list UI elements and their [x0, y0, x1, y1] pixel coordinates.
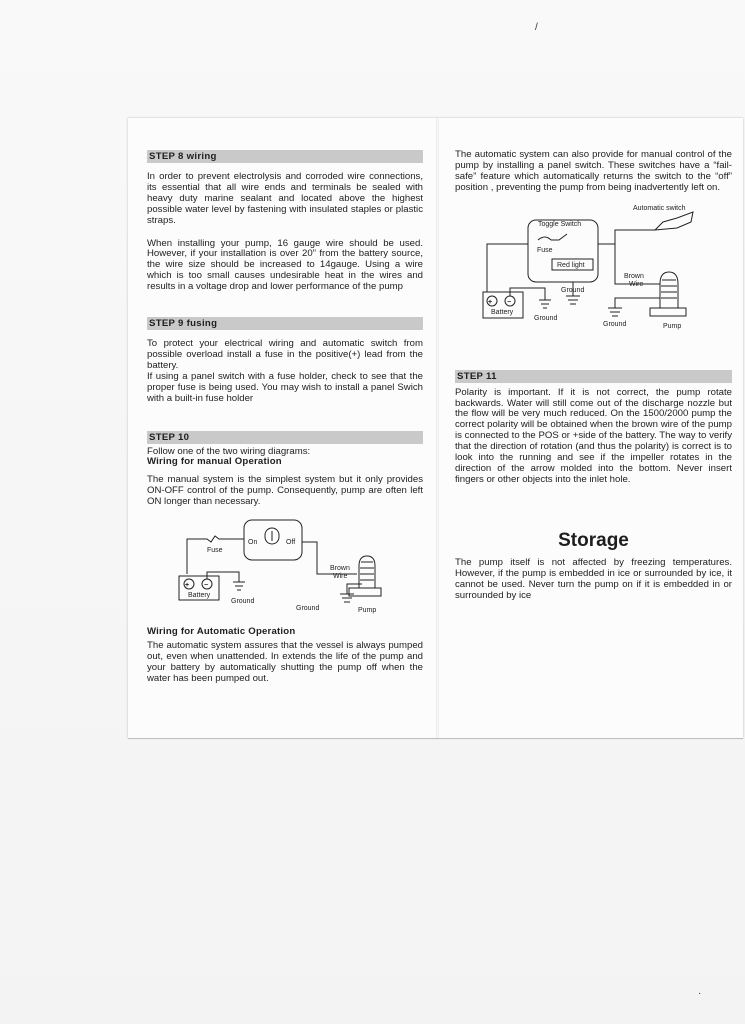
auto-wire-label: Wire	[629, 280, 644, 288]
storage-paragraph: The pump itself is not affected by freezing temperatures. However, if the pump is embedded in ice or surrounded by ice, it cannot be used. Never turn the pump on if it is embedded in or surrounded by ice	[455, 556, 732, 601]
manual-off-label: Off	[286, 539, 296, 547]
manual-fuse-label: Fuse	[207, 547, 223, 555]
manual-ground-label-1: Ground	[231, 598, 255, 606]
step8-heading: STEP 8 wiring	[147, 150, 423, 163]
step10-intro: Follow one of the two wiring diagrams:	[147, 445, 311, 457]
auto-ground-label-2: Ground	[534, 314, 558, 322]
automatic-operation-paragraph: The automatic system assures that the vessel is always pumped out, even when unattended. In extends the life of the pump and your battery by automatically shutting the pump off when the water has been pumped out.	[147, 639, 423, 684]
red-light-label: Red light	[557, 261, 585, 269]
auto-switch-label: Automatic switch	[633, 204, 686, 212]
auto-battery-label: Battery	[491, 308, 514, 316]
manual-wire-label: Wire	[333, 573, 348, 581]
step9-heading: STEP 9 fusing	[147, 317, 423, 330]
auto-ground-label-1: Ground	[561, 286, 585, 294]
storage-title: Storage	[558, 529, 629, 551]
automatic-wiring-diagram	[455, 200, 732, 332]
scan-mark-top: /	[535, 22, 538, 33]
manual-on-label: On	[248, 539, 258, 547]
pump-shape	[359, 556, 375, 588]
manual-pump-label: Pump	[358, 607, 377, 615]
page-fold	[436, 118, 439, 738]
manual-operation-paragraph: The manual system is the simplest system but it only provides ON-OFF control of the pump. Consequently, pump are often left ON longer than necessary.	[147, 474, 423, 508]
auto-ground-label-3: Ground	[603, 320, 627, 328]
pump-shape	[660, 272, 678, 308]
step9-paragraph-1: To protect your electrical wiring and automatic switch from possible overload install a fuse in the positive(+) lead from the battery.	[147, 338, 423, 371]
auto-minus-sign: −	[507, 298, 512, 306]
auto-pump-label: Pump	[663, 322, 682, 330]
manual-plus-sign: +	[185, 582, 190, 590]
toggle-switch-label: Toggle Switch	[538, 220, 582, 228]
step9-paragraph-2: If using a panel switch with a fuse holder, check to see that the proper fuse is being used. You may wish to install a panel Swich with a built-in fuse holder	[147, 370, 423, 404]
scan-mark-bottom: ·	[698, 988, 702, 999]
auto-brown-label: Brown	[624, 272, 644, 280]
right-column	[455, 150, 732, 601]
manual-brown-label: Brown	[330, 565, 350, 573]
manual-minus-sign: −	[204, 582, 209, 590]
automatic-operation-subheading: Wiring for Automatic Operation	[147, 626, 296, 638]
manual-operation-subheading: Wiring for manual Operation	[147, 456, 282, 468]
pump-ground-wire	[615, 298, 660, 308]
step11-paragraph: Polarity is important. If it is not correct, the pump rotate backwards. Water will still come out of the discharge nozzle but the flow will be very much reduced. On the 1500/2000 pump the correct polarity will be obtained when the brown wire of the pump is connected to the POS or +side of the battery. The way to verify that the direction of rotation (and thus the polarity) is correct is to look into the running and see if the impeller rotates in the direction of the arrow molded into the bottom. Never insert fingers or other objects into the inlet hole.	[455, 386, 732, 485]
automatic-switch-shape	[655, 212, 693, 230]
panel-switch-paragraph: The automatic system can also provide for manual control of the pump by installing a panel switch. These switches have a “fail-safe” feature which automatically returns the switch to the “off” position , preventing the pump from being inadvertently left on.	[455, 149, 732, 193]
fuse-symbol	[538, 237, 551, 240]
sheet-bottom-edge	[128, 738, 743, 739]
auto-plus-sign: +	[488, 298, 493, 306]
step10-heading: STEP 10	[147, 431, 423, 444]
manual-wiring-diagram	[147, 514, 423, 622]
step11-heading: STEP 11	[455, 370, 732, 383]
auto-fuse-label: Fuse	[537, 246, 553, 254]
fuse-wire	[187, 536, 244, 574]
auto-switch-wire	[598, 230, 655, 244]
left-column	[147, 150, 423, 685]
toggle-symbol	[551, 234, 567, 240]
step8-paragraph-2: When installing your pump, 16 gauge wire should be used. However, if your installation is over 20” from the battery source, the wire size should be increased to 14gauge. Using a wire which is too small causes undesirable heat in the wires and results in a voltage drop and lower performance of the pump	[147, 237, 423, 293]
battery-ground-wire	[510, 288, 545, 300]
manual-battery-label: Battery	[188, 592, 211, 600]
ground-wire	[207, 572, 239, 582]
step8-paragraph-1: In order to prevent electrolysis and corroded wire connections, its essential that all wire ends and terminals be sealed with heavy duty marine sealant and located above the highest possible water level by fastening with insulated staples or plastic straps.	[147, 171, 423, 226]
battery-positive-wire	[487, 244, 528, 292]
manual-ground-label-2: Ground	[296, 605, 320, 613]
